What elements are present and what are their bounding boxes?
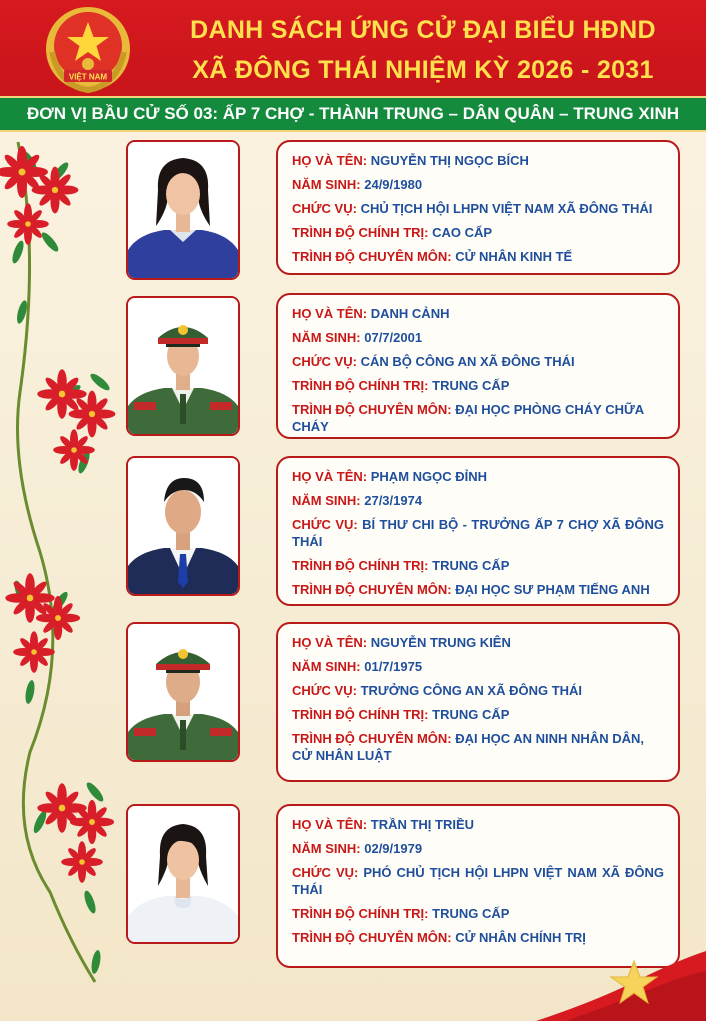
candidate-political: TRUNG CẤP bbox=[432, 906, 510, 921]
candidate-name: PHẠM NGỌC ĐỈNH bbox=[370, 469, 488, 484]
candidate-position: CÁN BỘ CÔNG AN XÃ ĐÔNG THÁI bbox=[360, 354, 575, 369]
name-label: HỌ VÀ TÊN: bbox=[292, 469, 368, 484]
page-title-line-2: XÃ ĐÔNG THÁI NHIỆM KỲ 2026 - 2031 bbox=[192, 56, 654, 84]
candidate-birth: 01/7/1975 bbox=[364, 659, 423, 674]
poinsettia-garland-decoration bbox=[0, 132, 130, 992]
page-title-line-1: DANH SÁCH ỨNG CỬ ĐẠI BIỂU HĐND bbox=[190, 16, 656, 44]
candidate-political: TRUNG CẤP bbox=[432, 558, 510, 573]
birth-label: NĂM SINH: bbox=[292, 493, 361, 508]
position-label: CHỨC VỤ: bbox=[292, 683, 357, 698]
candidate-position: TRƯỞNG CÔNG AN XÃ ĐÔNG THÁI bbox=[360, 683, 583, 698]
candidate-photo bbox=[126, 140, 240, 280]
candidate-photo bbox=[126, 622, 240, 762]
political-label: TRÌNH ĐỘ CHÍNH TRỊ: bbox=[292, 558, 429, 573]
candidate-position: BÍ THƯ CHI BỘ - TRƯỞNG ẤP 7 CHỢ XÃ ĐÔNG THÁI bbox=[292, 517, 664, 549]
political-label: TRÌNH ĐỘ CHÍNH TRỊ: bbox=[292, 225, 429, 240]
candidate-name: NGUYỄN THỊ NGỌC BÍCH bbox=[370, 153, 529, 168]
birth-label: NĂM SINH: bbox=[292, 330, 361, 345]
candidate-professional: CỬ NHÂN KINH TẾ bbox=[455, 249, 573, 264]
candidate-name: DANH CẢNH bbox=[370, 306, 450, 321]
electoral-unit-bar: ĐƠN VỊ BẦU CỬ SỐ 03: ẤP 7 CHỢ - THÀNH TRUNG – DÂN QUÂN – TRUNG XINH bbox=[0, 96, 706, 132]
candidate-birth: 07/7/2001 bbox=[364, 330, 423, 345]
candidate-info-card bbox=[276, 293, 680, 439]
portrait-man-suit-icon bbox=[128, 458, 238, 594]
candidate-birth: 24/9/1980 bbox=[364, 177, 423, 192]
candidate-name: NGUYỄN TRUNG KIÊN bbox=[370, 635, 511, 650]
portrait-woman-ao-dai-icon bbox=[128, 806, 238, 942]
name-label: HỌ VÀ TÊN: bbox=[292, 635, 368, 650]
candidate-photo bbox=[126, 296, 240, 436]
candidate-professional: CỬ NHÂN CHÍNH TRỊ bbox=[455, 930, 586, 945]
star-ribbon-decoration bbox=[536, 931, 706, 1021]
candidate-position: CHỦ TỊCH HỘI LHPN VIỆT NAM XÃ ĐÔNG THÁI bbox=[360, 201, 653, 216]
portrait-police-officer-icon bbox=[128, 298, 238, 434]
name-label: HỌ VÀ TÊN: bbox=[292, 306, 368, 321]
candidate-photo bbox=[126, 456, 240, 596]
name-label: HỌ VÀ TÊN: bbox=[292, 153, 368, 168]
candidate-political: CAO CẤP bbox=[432, 225, 493, 240]
political-label: TRÌNH ĐỘ CHÍNH TRỊ: bbox=[292, 378, 429, 393]
professional-label: TRÌNH ĐỘ CHUYÊN MÔN: bbox=[292, 731, 452, 746]
candidate-political: TRUNG CẤP bbox=[432, 707, 510, 722]
candidate-position: PHÓ CHỦ TỊCH HỘI LHPN VIỆT NAM XÃ ĐÔNG THÁI bbox=[292, 865, 664, 897]
candidate-info-card bbox=[276, 456, 680, 606]
birth-label: NĂM SINH: bbox=[292, 659, 361, 674]
header-banner bbox=[0, 0, 706, 96]
candidate-birth: 27/3/1974 bbox=[364, 493, 423, 508]
political-label: TRÌNH ĐỘ CHÍNH TRỊ: bbox=[292, 906, 429, 921]
professional-label: TRÌNH ĐỘ CHUYÊN MÔN: bbox=[292, 582, 452, 597]
candidate-info-card bbox=[276, 622, 680, 782]
name-label: HỌ VÀ TÊN: bbox=[292, 817, 368, 832]
birth-label: NĂM SINH: bbox=[292, 841, 361, 856]
position-label: CHỨC VỤ: bbox=[292, 865, 359, 880]
candidate-professional: ĐẠI HỌC AN NINH NHÂN DÂN, CỬ NHÂN LUẬT bbox=[292, 731, 644, 763]
candidate-political: TRUNG CẤP bbox=[432, 378, 510, 393]
birth-label: NĂM SINH: bbox=[292, 177, 361, 192]
professional-label: TRÌNH ĐỘ CHUYÊN MÔN: bbox=[292, 249, 452, 264]
candidate-professional: ĐẠI HỌC SƯ PHẠM TIẾNG ANH bbox=[455, 582, 650, 597]
portrait-woman-icon bbox=[128, 142, 238, 278]
professional-label: TRÌNH ĐỘ CHUYÊN MÔN: bbox=[292, 402, 452, 417]
political-label: TRÌNH ĐỘ CHÍNH TRỊ: bbox=[292, 707, 429, 722]
national-emblem-icon bbox=[30, 4, 146, 94]
candidate-photo bbox=[126, 804, 240, 944]
portrait-police-officer-icon bbox=[128, 624, 238, 760]
professional-label: TRÌNH ĐỘ CHUYÊN MÔN: bbox=[292, 930, 452, 945]
position-label: CHỨC VỤ: bbox=[292, 201, 357, 216]
candidate-info-card bbox=[276, 140, 680, 275]
candidate-birth: 02/9/1979 bbox=[364, 841, 423, 856]
position-label: CHỨC VỤ: bbox=[292, 517, 358, 532]
position-label: CHỨC VỤ: bbox=[292, 354, 357, 369]
svg-text:VIỆT NAM: VIỆT NAM bbox=[68, 72, 108, 82]
candidate-professional: ĐẠI HỌC PHÒNG CHÁY CHỮA CHÁY bbox=[292, 402, 644, 434]
candidate-name: TRẦN THỊ TRIỀU bbox=[370, 817, 475, 832]
